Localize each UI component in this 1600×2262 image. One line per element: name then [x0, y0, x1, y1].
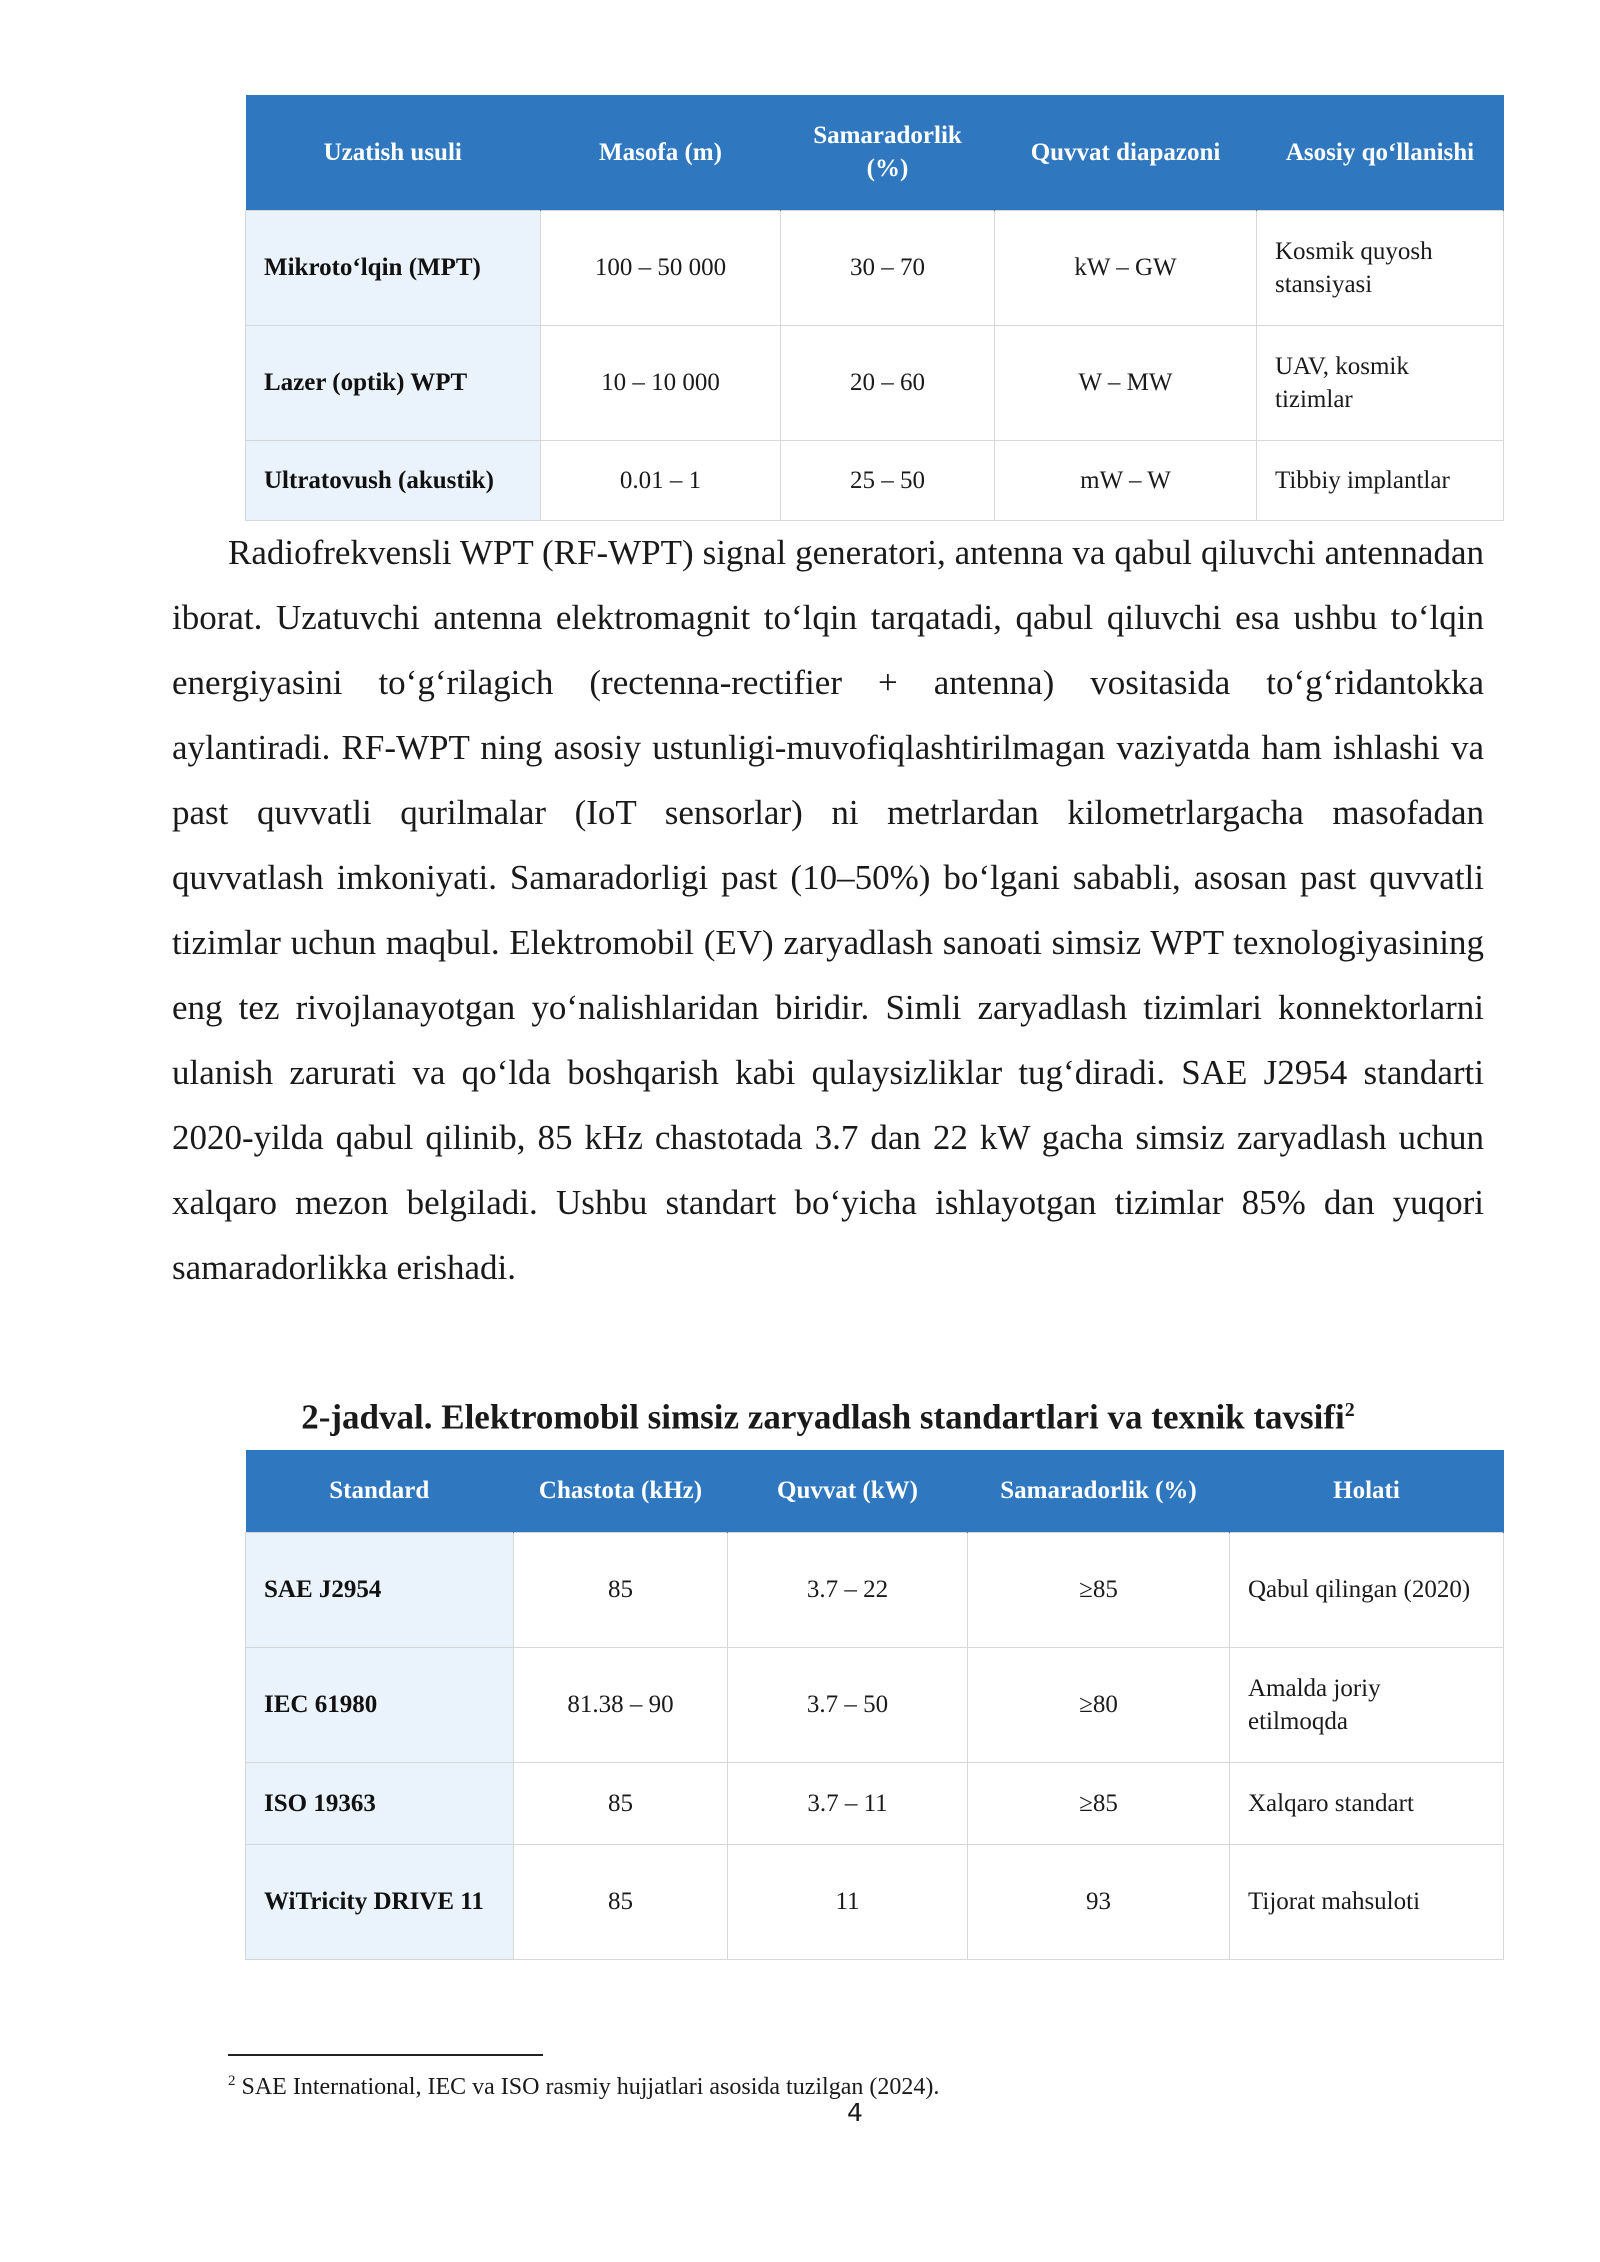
table-row: [246, 440, 1504, 520]
table-cell: ≥80: [968, 1647, 1230, 1762]
body-paragraph: Radiofrekvensli WPT (RF-WPT) signal generatori, antenna va qabul qiluvchi antennadan iborat. Uzatuvchi antenna elektromagnit to‘lqin tarqatadi, qabul qiluvchi esa ushbu to‘lqin energiyasini to‘g‘rilagich (rectenna-rectifier + antenna) vositasida to‘g‘ridantokka aylantiradi. RF-WPT ning asosiy ustunligi-muvofiqlashtirilmagan vaziyatda ham ishlashi va past quvvatli qurilmalar (IoT sensorlar) ni metrlardan kilometrlargacha masofadan quvvatlash imkoniyati. Samaradorligi past (10–50%) bo‘lgani sababli, asosan past quvvatli tizimlar uchun maqbul. Elektromobil (EV) zaryadlash sanoati simsiz WPT texnologiyasining eng tez rivojlanayotgan yo‘nalishlaridan biridir. Simli zaryadlash tizimlari konnektorlarni ulanish zarurati va qo‘lda boshqarish kabi qulaysizliklar tug‘diradi. SAE J2954 standarti 2020-yilda qabul qilinib, 85 kHz chastotada 3.7 dan 22 kW gacha simsiz zaryadlash uchun xalqaro mezon belgiladi. Ushbu standart bo‘yicha ishlayotgan tizimlar 85% dan yuqori samaradorlikka erishadi.: [172, 533, 1484, 1287]
table-cell: 100 – 50 000: [541, 210, 781, 325]
table-cell: 85: [514, 1762, 728, 1844]
wpt-methods-table: [245, 95, 1504, 521]
column-header: Samaradorlik (%): [781, 95, 995, 210]
table-cell: ISO 19363: [246, 1762, 514, 1844]
table-row: [246, 1532, 1504, 1647]
column-header: Standard: [246, 1450, 514, 1532]
footnote: [228, 2066, 939, 2102]
table-cell: ≥85: [968, 1762, 1230, 1844]
table-cell: 11: [728, 1844, 968, 1959]
column-header: Quvvat (kW): [728, 1450, 968, 1532]
footnote-reference: 2: [1344, 1399, 1355, 1421]
table-cell: Amalda joriy etilmoqda: [1230, 1647, 1504, 1762]
table-cell: Kosmik quyosh stansiyasi: [1257, 210, 1504, 325]
table-cell: mW – W: [995, 440, 1257, 520]
table-cell: 85: [514, 1532, 728, 1647]
table-cell: 81.38 – 90: [514, 1647, 728, 1762]
footnote-text: SAE International, IEC va ISO rasmiy hujjatlari asosida tuzilgan (2024).: [241, 2074, 940, 2100]
table-cell: Lazer (optik) WPT: [246, 325, 541, 440]
table-cell: Tijorat mahsuloti: [1230, 1844, 1504, 1959]
table-cell: 85: [514, 1844, 728, 1959]
column-header: Asosiy qo‘llanishi: [1257, 95, 1504, 210]
ev-standards-table: [245, 1450, 1504, 1960]
column-header: Samaradorlik (%): [968, 1450, 1230, 1532]
table-cell: kW – GW: [995, 210, 1257, 325]
table-cell: 10 – 10 000: [541, 325, 781, 440]
table-cell: Tibbiy implantlar: [1257, 440, 1504, 520]
column-header: Uzatish usuli: [246, 95, 541, 210]
table-cell: Qabul qilingan (2020): [1230, 1532, 1504, 1647]
caption-text: 2-jadval. Elektromobil simsiz zaryadlash standartlari va texnik tavsifi: [301, 1397, 1345, 1437]
table-cell: 3.7 – 50: [728, 1647, 968, 1762]
table-row: [246, 1762, 1504, 1844]
table-cell: 0.01 – 1: [541, 440, 781, 520]
table-cell: 3.7 – 22: [728, 1532, 968, 1647]
table-caption: [172, 1388, 1484, 1440]
table-cell: W – MW: [995, 325, 1257, 440]
table-cell: Xalqaro standart: [1230, 1762, 1504, 1844]
table-row: [246, 325, 1504, 440]
table-row: [246, 1844, 1504, 1959]
table-cell: 20 – 60: [781, 325, 995, 440]
column-header: Chastota (kHz): [514, 1450, 728, 1532]
table-row: [246, 210, 1504, 325]
column-header: Quvvat diapazoni: [995, 95, 1257, 210]
table-cell: 30 – 70: [781, 210, 995, 325]
footnote-divider: [228, 2054, 543, 2056]
table-cell: ≥85: [968, 1532, 1230, 1647]
footnote-marker: 2: [228, 2073, 236, 2089]
column-header: Holati: [1230, 1450, 1504, 1532]
table-cell: UAV, kosmik tizimlar: [1257, 325, 1504, 440]
table-header-row: [246, 1450, 1504, 1532]
page-number: 4: [847, 2098, 863, 2127]
table-cell: 25 – 50: [781, 440, 995, 520]
table-header-row: [246, 95, 1504, 210]
table-cell: 93: [968, 1844, 1230, 1959]
table-cell: SAE J2954: [246, 1532, 514, 1647]
table-cell: Mikroto‘lqin (MPT): [246, 210, 541, 325]
table-cell: IEC 61980: [246, 1647, 514, 1762]
table-cell: 3.7 – 11: [728, 1762, 968, 1844]
table-row: [246, 1647, 1504, 1762]
table-cell: WiTricity DRIVE 11: [246, 1844, 514, 1959]
column-header: Masofa (m): [541, 95, 781, 210]
table-cell: Ultratovush (akustik): [246, 440, 541, 520]
